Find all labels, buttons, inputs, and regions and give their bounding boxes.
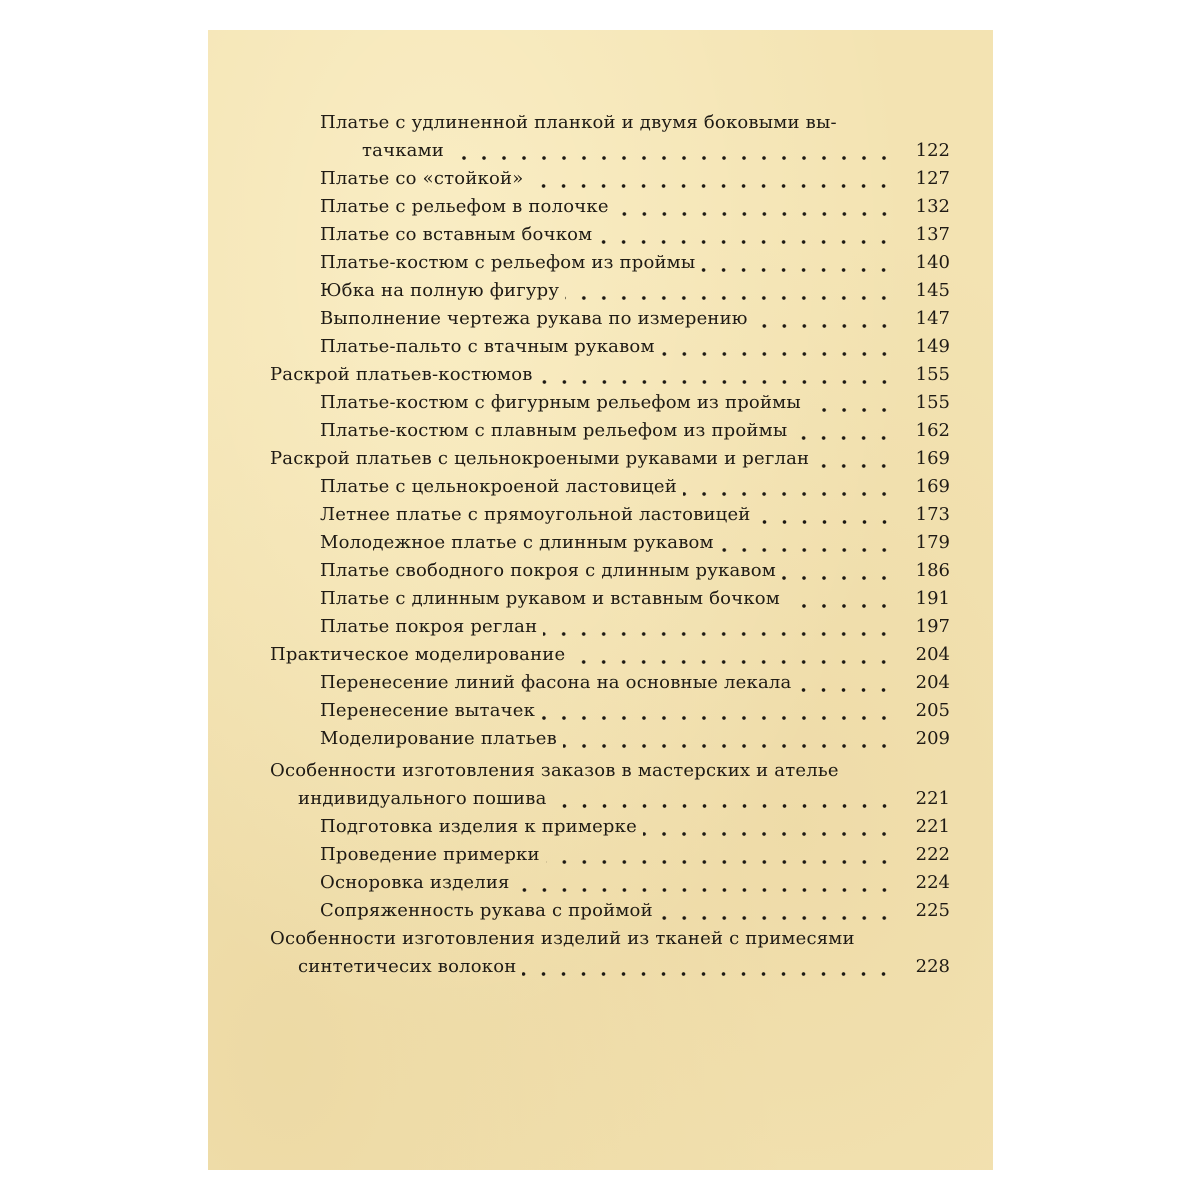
toc-entry-page: 205 [915,700,950,721]
leader-dots [539,379,894,385]
toc-entry [270,336,950,364]
toc-entry [270,900,950,928]
toc-entry [270,308,950,336]
toc-entry-page: 149 [915,336,950,357]
leader-dots [563,743,894,749]
toc-entry [270,788,950,816]
toc-entry-page: 191 [915,588,950,609]
toc-section [270,644,950,672]
toc-entry-title: Выполнение чертежа рукава по измерению [320,308,748,329]
book-page [208,30,993,1170]
toc-entry-title: Проведение примерки [320,844,540,865]
toc-entry [270,420,950,448]
toc-entry-title: индивидуального пошива [298,788,547,809]
toc-entry-title: Платье с рельефом в полочке [320,196,609,217]
toc-entry-page: 204 [915,644,950,665]
leader-dots [786,603,894,609]
toc-entry [270,816,950,844]
toc-entry-title: Платье-костюм с фигурным рельефом из проймы [320,392,801,413]
toc-entry-title: синтетичесих волокон [298,956,517,977]
leader-dots [815,463,894,469]
toc-entry-page: 122 [915,140,950,161]
toc-entry-title: Подготовка изделия к примерке [320,816,637,837]
toc-entry [270,672,950,700]
toc-entry [270,476,950,504]
toc-entry-title: Платье с цельнокроеной ластовицей [320,476,677,497]
toc-entry [270,700,950,728]
toc-entry-page: 221 [915,816,950,837]
toc-entry-page: 132 [915,196,950,217]
toc-entry [270,560,950,588]
toc-entry-page: 145 [915,280,950,301]
toc-entry [270,728,950,756]
toc-entry-page: 169 [915,448,950,469]
toc-entry-title: Платье покроя реглан [320,616,538,637]
toc-section-title: Особенности изготовления заказов в мастерских и ателье [270,760,839,781]
toc-section-title: Особенности изготовления изделий из тканей с примесями [270,928,855,949]
toc-entry-title: Платье со «стойкой» [320,168,524,189]
toc-entry [270,616,950,644]
leader-dots [516,887,894,893]
toc-entry-title: Перенесение вытачек [320,700,536,721]
toc-entry-title: Моделирование платьев [320,728,557,749]
toc-entry-page: 137 [915,224,950,245]
toc-entry-page: 186 [915,560,950,581]
toc-entry [270,844,950,872]
toc-entry-page: 140 [915,252,950,273]
toc-entry-title: Сопряженность рукава с проймой [320,900,653,921]
leader-dots [797,687,894,693]
toc-entry [270,392,950,420]
leader-dots [661,351,894,357]
toc-entry [270,872,950,900]
toc-entry-page: 127 [915,168,950,189]
leader-dots [522,971,894,977]
toc-entry [270,224,950,252]
leader-dots [546,859,894,865]
leader-dots [807,407,894,413]
toc-entry-title: Платье-костюм с рельефом из проймы [320,252,696,273]
leader-dots [754,323,894,329]
toc-entry [270,168,950,196]
toc-entry-page: 225 [915,900,950,921]
toc-section [270,928,950,956]
toc-entry-page: 228 [915,956,950,977]
leader-dots [757,519,894,525]
toc-entry-title: Летнее платье с прямоугольной ластовицей [320,504,751,525]
toc-section-title: Раскрой платьев с цельнокроеными рукавами и реглан [270,448,810,469]
leader-dots [553,803,895,809]
toc-entry [270,504,950,532]
toc-entry-page: 204 [915,672,950,693]
toc-entry-page: 197 [915,616,950,637]
leader-dots [450,155,894,161]
toc-entry-page: 209 [915,728,950,749]
toc-section [270,448,950,476]
toc-entry-title: Осноровка изделия [320,872,510,893]
leader-dots [659,915,894,921]
toc-section-title: Раскрой платьев-костюмов [270,364,533,385]
leader-dots [565,295,894,301]
toc-entry-title: Платье свободного покроя с длинным рукавом [320,560,776,581]
leader-dots [598,239,894,245]
toc-entry-page: 173 [915,504,950,525]
toc-entry-page: 155 [915,364,950,385]
toc-section [270,364,950,392]
toc-entry-title: Платье-пальто с втачным рукавом [320,336,655,357]
toc-entry-title: Перенесение линий фасона на основные лекала [320,672,792,693]
toc-entry-title: Молодежное платье с длинным рукавом [320,532,714,553]
toc-entry-title: Платье с удлиненной планкой и двумя боковыми вы- [320,112,837,133]
toc-entry-title: тачками [362,140,444,161]
toc-entry-page: 221 [915,788,950,809]
toc-entry-title: Платье-костюм с плавным рельефом из проймы [320,420,788,441]
leader-dots [643,831,894,837]
toc-entry [270,280,950,308]
toc-section [270,760,950,788]
toc-entry-page: 169 [915,476,950,497]
toc-entry [270,252,950,280]
leader-dots [543,631,894,637]
leader-dots [701,267,894,273]
toc-entry-page: 179 [915,532,950,553]
leader-dots [683,491,894,497]
leader-dots [529,183,894,189]
toc-entry [270,112,950,140]
leader-dots [720,547,894,553]
toc-entry-page: 224 [915,872,950,893]
toc-entry [270,532,950,560]
toc-entry-page: 147 [915,308,950,329]
toc-entry [270,196,950,224]
leader-dots [793,435,894,441]
toc-entry [270,588,950,616]
toc-entry-page: 222 [915,844,950,865]
toc-entry [270,140,950,168]
leader-dots [571,659,894,665]
toc-entry-page: 162 [915,420,950,441]
toc-entry-title: Платье с длинным рукавом и вставным бочком [320,588,781,609]
toc-entry [270,956,950,984]
toc-section-title: Практическое моделирование [270,644,566,665]
toc-entry-title: Юбка на полную фигуру [320,280,560,301]
leader-dots [782,575,894,581]
toc-entry-title: Платье со вставным бочком [320,224,593,245]
toc-entry-page: 155 [915,392,950,413]
leader-dots [541,715,894,721]
leader-dots [615,211,894,217]
